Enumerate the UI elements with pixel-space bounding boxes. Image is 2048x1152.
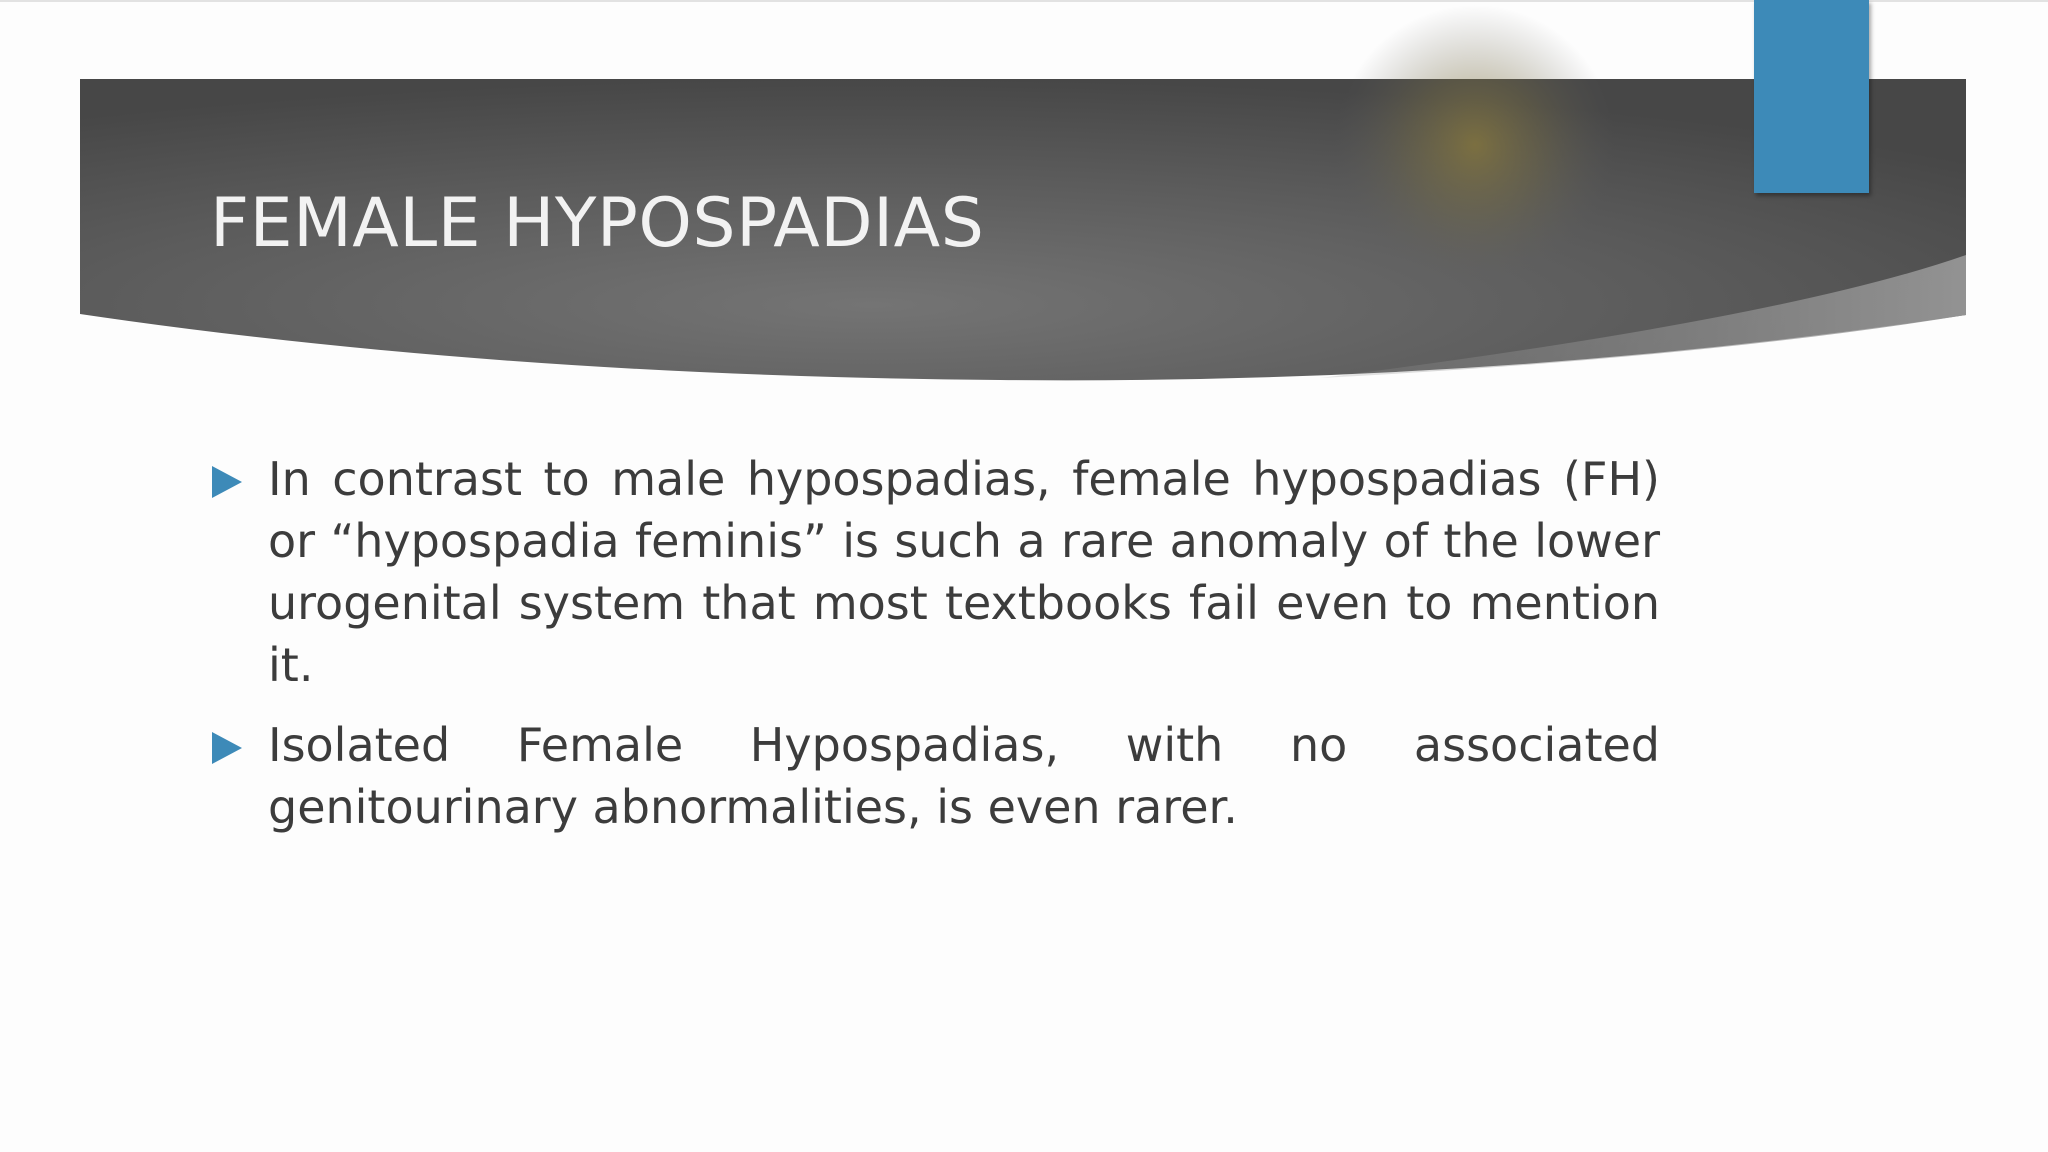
bullet-text: In contrast to male hypospadias, female hypospadias (FH) or “hypospadia feminis” is such a rare anomaly of the lower urogenital system that most textbooks fail even to mention it. xyxy=(268,452,1660,692)
bullet-item xyxy=(210,714,1660,838)
bullet-list xyxy=(210,448,1660,856)
slide-title: FEMALE HYPOSPADIAS xyxy=(210,184,985,263)
accent-tab xyxy=(1754,0,1869,193)
triangle-right-icon xyxy=(212,466,242,498)
bullet-text: Isolated Female Hypospadias, with no associated genitourinary abnormalities, is even rarer. xyxy=(268,718,1660,834)
triangle-right-icon xyxy=(212,732,242,764)
bullet-item xyxy=(210,448,1660,696)
